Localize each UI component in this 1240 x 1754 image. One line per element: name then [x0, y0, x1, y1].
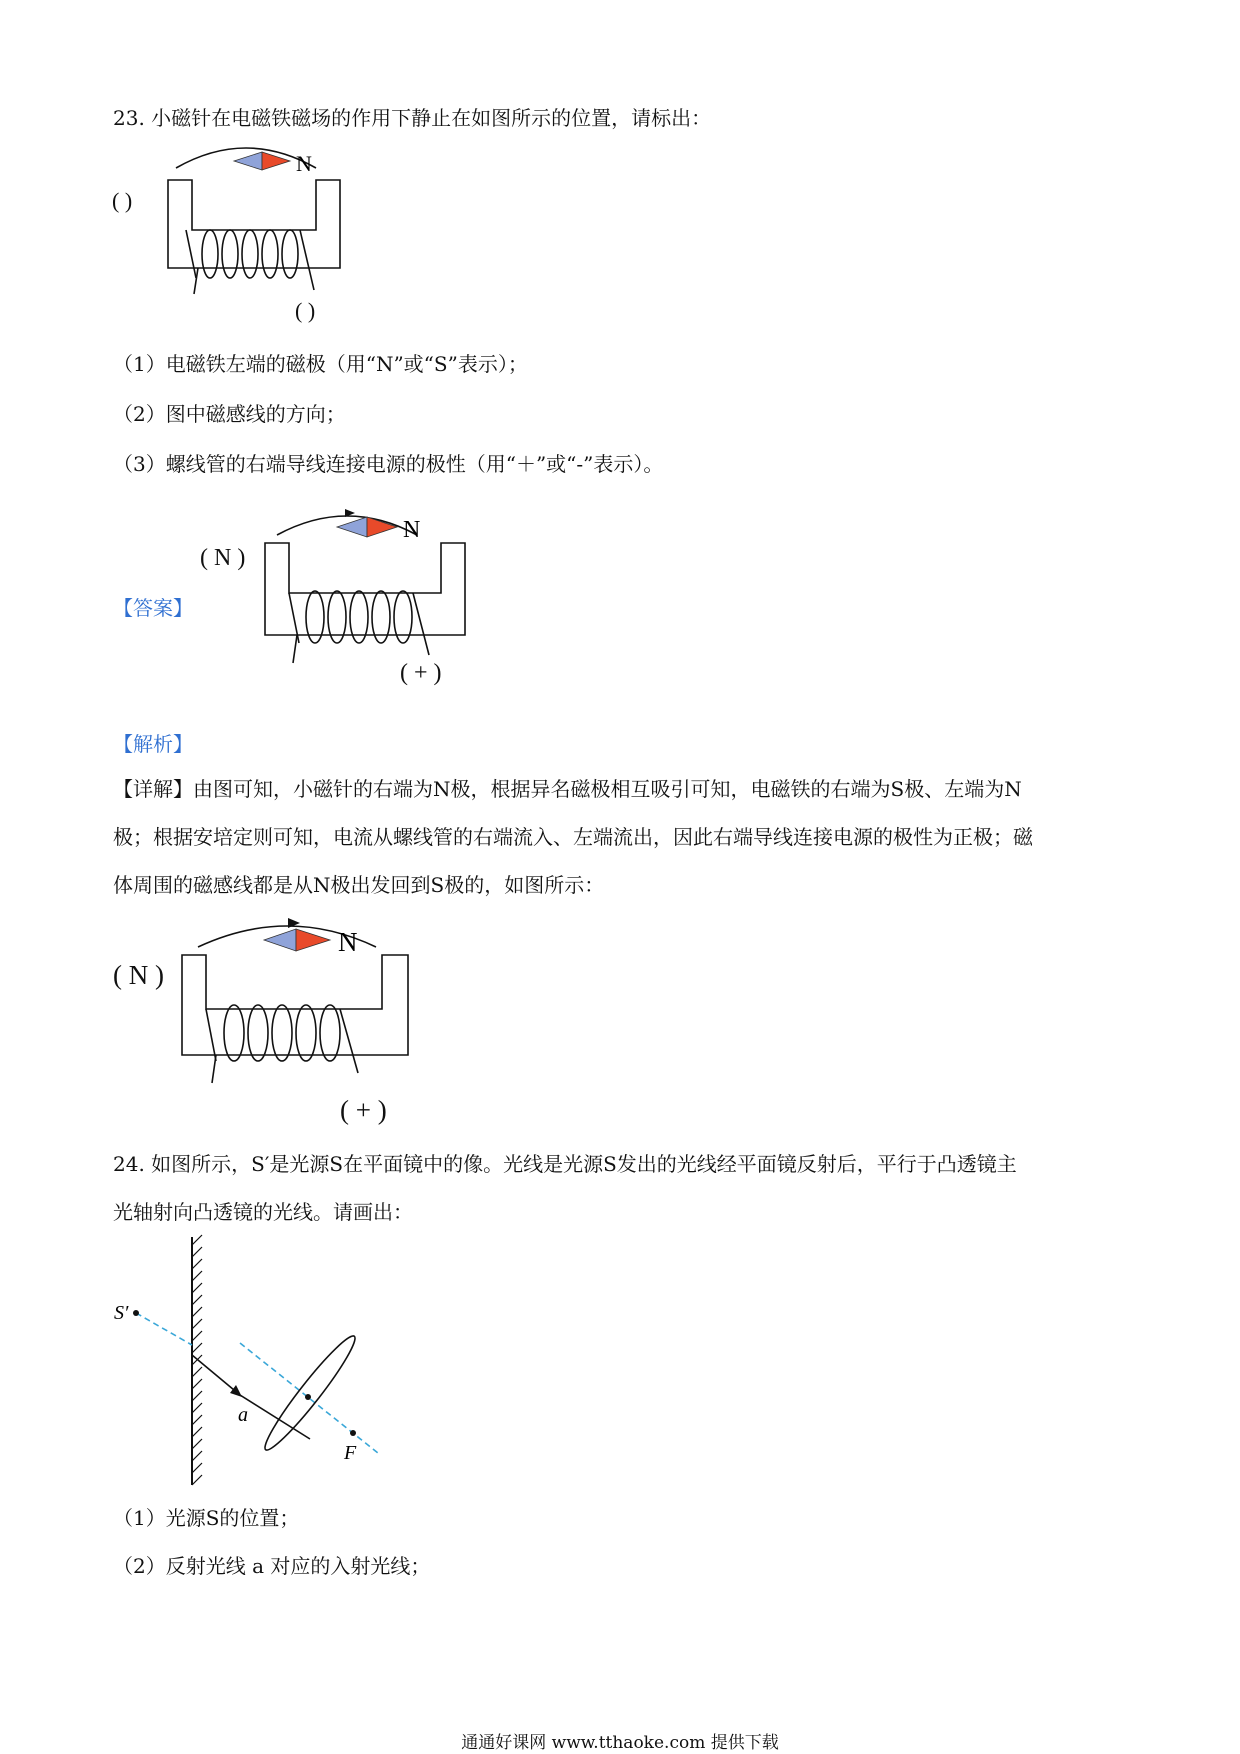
s-prime-point [133, 1310, 139, 1316]
detail-line-1: 【详解】由图可知，小磁针的右端为N极，根据异名磁极相互吸引可知，电磁铁的右端为S极、左端为N [113, 777, 1022, 801]
detail-compass-needle-icon [264, 929, 330, 951]
electromagnet-core [168, 180, 340, 268]
q23-item1: （1）电磁铁左端的磁极（用“N”或“S”表示）； [113, 352, 528, 376]
q23-title: 23. 小磁针在电磁铁磁场的作用下静止在如图所示的位置，请标出： [113, 106, 712, 130]
needle-n-label: N [296, 151, 312, 176]
ray-a-label: a [238, 1404, 248, 1426]
answer-bottom-plus: ( + ) [400, 660, 442, 686]
answer-compass-needle-icon [337, 517, 397, 537]
fig3-left-n: ( N ) [113, 960, 164, 990]
answer-needle-n-label: N [403, 517, 421, 543]
detail-line-3: 体周围的磁感线都是从N极出发回到S极的，如图所示： [113, 873, 605, 897]
answer-figure-electromagnet [245, 505, 485, 665]
detail-line-2: 极；根据安培定则可知，电流从螺线管的右端流入、左端流出，因此右端导线连接电源的极性为正极；磁 [113, 825, 1033, 849]
page-footer: 通通好课网 www.tthaoke.com 提供下载 [461, 1733, 779, 1753]
q23-figure-electromagnet [150, 150, 380, 300]
dashed-line-s-prime [136, 1313, 192, 1345]
q23-item3: （3）螺线管的右端导线连接电源的极性（用“＋”或“-”表示）。 [113, 452, 664, 476]
fig1-bottom-blank: ( ) [295, 298, 316, 323]
compass-needle-icon [234, 152, 290, 170]
reflected-ray-a [192, 1355, 240, 1395]
q24-item2: （2）反射光线 a 对应的入射光线； [113, 1554, 431, 1578]
s-prime-label: S′ [114, 1302, 129, 1324]
q24-title-line-1: 24. 如图所示，S′是光源S在平面镜中的像。光线是光源S发出的光线经平面镜反射后，平行于凸透镜主 [113, 1152, 1017, 1176]
detail-needle-n-label: N [338, 927, 358, 957]
lens-center [305, 1394, 311, 1400]
answer-label: 【答案】 [113, 596, 193, 620]
q24-title-line-2: 光轴射向凸透镜的光线。请画出： [113, 1200, 413, 1224]
q23-item2: （2）图中磁感线的方向； [113, 402, 346, 426]
analysis-label: 【解析】 [113, 732, 193, 756]
convex-lens [258, 1330, 362, 1456]
q24-item1: （1）光源S的位置； [113, 1506, 300, 1530]
q24-figure-mirror-lens [110, 1235, 410, 1495]
fig1-left-blank: ( ) [112, 188, 133, 213]
focus-f-label: F [344, 1442, 357, 1464]
coil [186, 230, 314, 294]
detail-figure-electromagnet [180, 915, 430, 1085]
fig3-bottom-plus: ( + ) [340, 1095, 387, 1125]
focus-point [350, 1430, 356, 1436]
answer-left-n: ( N ) [200, 545, 246, 571]
